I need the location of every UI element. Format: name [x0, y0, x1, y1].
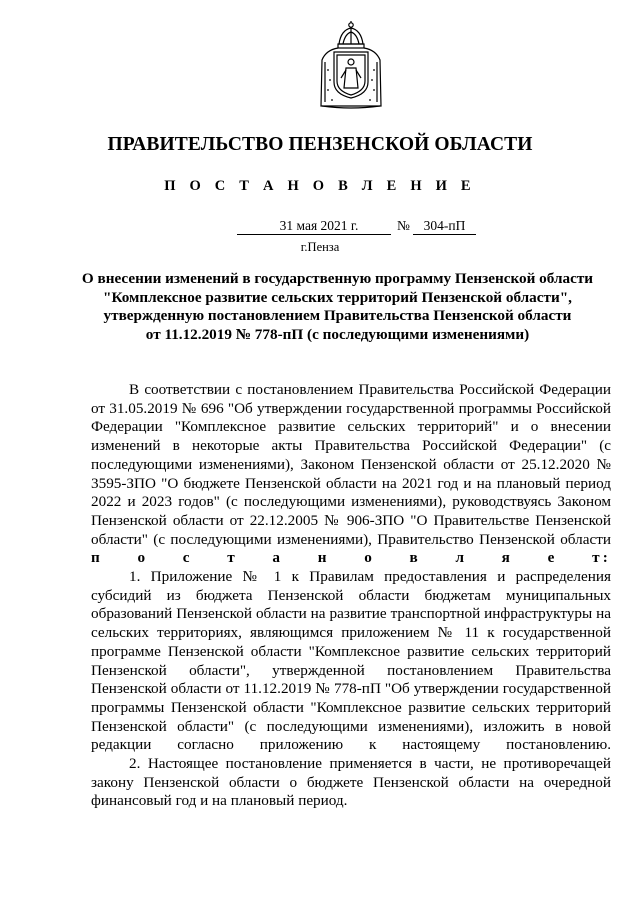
decree-number: 304-пП — [413, 218, 476, 235]
decree-body — [91, 381, 611, 811]
coat-of-arms-emblem — [318, 20, 384, 110]
subject-line: от 11.12.2019 № 778-пП (с последующими изменениями) — [145, 325, 530, 343]
subject-line: "Комплексное развитие сельских территорий Пензенской области", — [103, 288, 572, 306]
subject-line: утвержденную постановлением Правительства Пензенской области — [103, 307, 572, 324]
city-label: г.Пенза — [300, 240, 340, 254]
date-number-line — [0, 218, 640, 238]
decree-date: 31 мая 2021 г. — [237, 218, 391, 235]
item-2-paragraph: 2. Настоящее постановление применяется в части, не противоречащей закону Пензенской области о бюджете Пензенской области на очередной финансовый год и на плановый период. — [91, 755, 611, 810]
number-sign: № — [397, 218, 410, 233]
resolves-word: п о с т а н о в л я е т: — [91, 549, 611, 567]
decree-subject — [50, 270, 625, 344]
document-type-heading: П О С Т А Н О В Л Е Н И Е — [164, 178, 476, 194]
preamble-paragraph — [91, 381, 611, 568]
item-1-paragraph: 1. Приложение № 1 к Правилам предоставления и распределения субсидий из бюджета Пензенской области бюджетам муниципальных образований Пензенской области на развитие транспортной инфраструктуры на сельских территориях, являющимся приложением № 11 к государственной программе Пензенской области "Комплексное развитие сельских территорий Пензенской области", утвержденной постановлением Правительства Пензенской области от 11.12.2019 № 778-пП "Об утверждении государственной программы Пензенской области "Комплексное развитие сельских территорий Пензенской области" (с последующими изменениями), изложить в новой редакции согласно приложению к настоящему постановлению. — [91, 568, 611, 754]
government-title: ПРАВИТЕЛЬСТВО ПЕНЗЕНСКОЙ ОБЛАСТИ — [107, 134, 533, 155]
subject-line: О внесении изменений в государственную программу Пензенской области — [81, 270, 594, 287]
preamble-text: В соответствии с постановлением Правительства Российской Федерации от 31.05.2019 № 696 "Об утверждении государственной программы Российской Федерации "Комплексное развитие сельских территорий" и о внесении изменений в некоторые акты Правительства Российской Федерации" (с последующими изменениями), Законом Пензенской области от 25.12.2020 № 3595-ЗПО "О бюджете Пензенской области на 2021 год и на плановый период 2022 и 2023 годов" (с последующими изменениями), руководствуясь Законом Пензенской области от 22.12.2005 № 906-ЗПО "О Правительстве Пензенской области" (с последующими изменениями), Правительство Пензенской области — [91, 381, 611, 548]
